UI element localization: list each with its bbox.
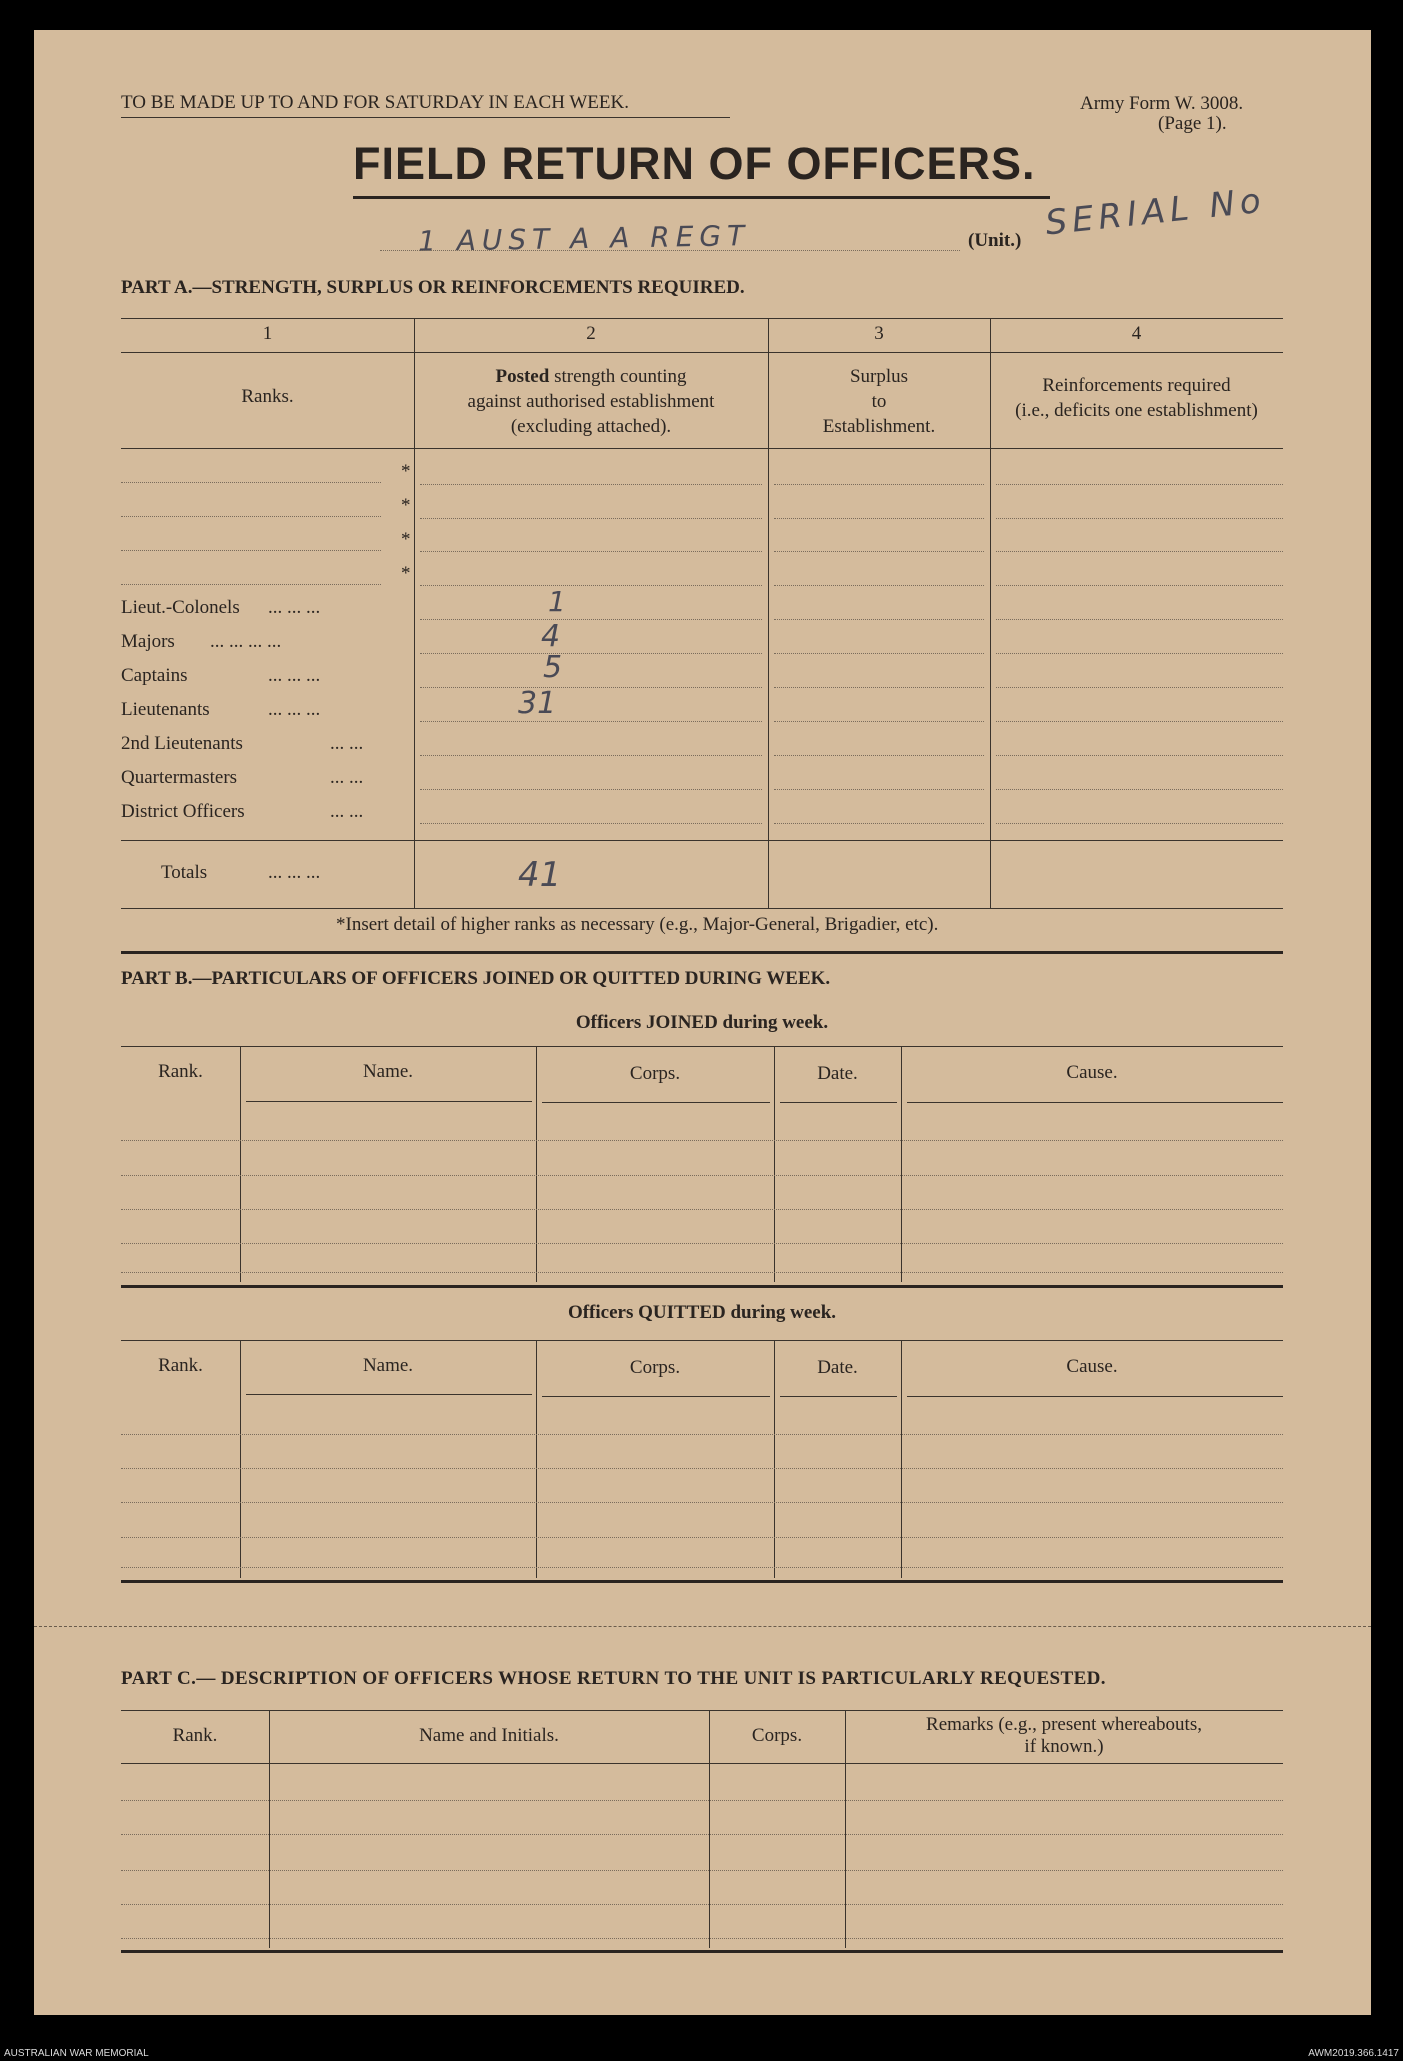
surplus-line2: to xyxy=(871,391,887,412)
asterisk-mark: * xyxy=(401,495,411,516)
part-c-col-corps: Corps. xyxy=(751,1725,803,1746)
row-rule xyxy=(996,484,1283,485)
part-c-end-rule xyxy=(121,1950,1283,1953)
row-rule xyxy=(996,687,1283,688)
posted-value: 31 xyxy=(518,686,557,721)
entry-line xyxy=(121,1870,1283,1871)
unit-label: (Unit.) xyxy=(968,230,1022,251)
col-number-3: 3 xyxy=(874,323,884,344)
serial-handwritten: SERIAL No xyxy=(1043,180,1268,244)
unit-line xyxy=(380,250,960,251)
joined-col-corps: Corps. xyxy=(629,1063,681,1084)
remarks-line2: if known.) xyxy=(1024,1736,1104,1757)
row-rule xyxy=(996,653,1283,654)
totals-rule xyxy=(121,840,1283,841)
rank-label: Quartermasters xyxy=(121,767,238,788)
rank-leader: ... ... xyxy=(330,801,364,822)
rank-leader: ... ... xyxy=(330,767,364,788)
posted-line1: strength counting xyxy=(549,366,687,387)
entry-line xyxy=(121,1468,1283,1469)
quitted-end-rule xyxy=(121,1580,1283,1583)
posted-line3: (excluding attached). xyxy=(510,416,672,437)
reinforcements-line1: Reinforcements required xyxy=(1042,375,1231,396)
entry-line xyxy=(121,1904,1283,1905)
part-c-heading: PART C.— DESCRIPTION OF OFFICERS WHOSE RETURN TO THE UNIT IS PARTICULARLY REQUESTED. xyxy=(121,1668,1106,1689)
rank-leader: ... ... ... xyxy=(268,597,321,618)
quitted-col-date: Date. xyxy=(817,1357,858,1378)
posted-value: 4 xyxy=(541,619,561,654)
part-c-col-rank: Rank. xyxy=(172,1725,218,1746)
rank-label: Captains xyxy=(121,665,188,686)
row-rule xyxy=(774,755,984,756)
row-rule xyxy=(774,687,984,688)
quitted-heading: Officers QUITTED during week. xyxy=(567,1302,837,1323)
header-rule xyxy=(246,1394,532,1395)
posted-value: 5 xyxy=(543,650,563,685)
rank-leader: ... ... ... xyxy=(268,699,321,720)
totals-leader: ... ... ... xyxy=(268,862,321,883)
joined-col-cause: Cause. xyxy=(1066,1062,1118,1083)
reinforcements-line2: (i.e., deficits one establishment) xyxy=(1015,400,1258,421)
instruction-underline xyxy=(121,117,730,118)
entry-line xyxy=(121,1175,1283,1176)
joined-top-rule xyxy=(121,1046,1283,1047)
blank-rank-line xyxy=(121,516,381,517)
part-c-col-remarks xyxy=(845,1714,1283,1758)
quitted-col-name: Name. xyxy=(362,1355,414,1376)
row-rule xyxy=(420,721,762,722)
part-a-header-rule xyxy=(121,448,1283,449)
part-a-top-rule xyxy=(121,318,1283,319)
entry-line xyxy=(121,1243,1283,1244)
asterisk-mark: * xyxy=(401,529,411,550)
joined-heading: Officers JOINED during week. xyxy=(575,1012,829,1033)
row-rule xyxy=(774,619,984,620)
header-rule xyxy=(121,1763,1283,1764)
asterisk-mark: * xyxy=(401,461,411,482)
archive-credit: AUSTRALIAN WAR MEMORIAL xyxy=(4,2048,149,2059)
blank-rank-line xyxy=(121,550,381,551)
row-rule xyxy=(996,789,1283,790)
rank-label: Majors xyxy=(121,631,175,652)
posted-line2: against authorised establishment xyxy=(467,391,715,412)
col-header-ranks: Ranks. xyxy=(241,386,294,407)
row-rule xyxy=(420,551,762,552)
part-a-number-rule xyxy=(121,352,1283,353)
quitted-col-corps: Corps. xyxy=(629,1357,681,1378)
row-rule xyxy=(996,518,1283,519)
surplus-line1: Surplus xyxy=(849,366,909,387)
row-rule xyxy=(996,585,1283,586)
surplus-line3: Establishment. xyxy=(822,416,936,437)
page-number: (Page 1). xyxy=(1158,113,1227,134)
posted-value: 1 xyxy=(548,585,566,618)
col-header-posted xyxy=(414,364,768,439)
rank-label: Lieutenants xyxy=(121,699,210,720)
header-rule xyxy=(542,1396,770,1397)
entry-line xyxy=(121,1502,1283,1503)
joined-end-rule xyxy=(121,1285,1283,1288)
entry-line xyxy=(121,1567,1283,1568)
row-rule xyxy=(774,789,984,790)
blank-rank-line xyxy=(121,482,381,483)
quitted-col-cause: Cause. xyxy=(1066,1356,1118,1377)
rank-label: Lieut.-Colonels xyxy=(121,597,240,618)
entry-line xyxy=(121,1272,1283,1273)
row-rule xyxy=(420,585,762,586)
perforation-line xyxy=(34,1626,1371,1627)
quitted-col-rank: Rank. xyxy=(158,1355,203,1376)
instruction-text: TO BE MADE UP TO AND FOR SATURDAY IN EACH WEEK. xyxy=(121,92,629,113)
entry-line xyxy=(121,1938,1283,1939)
entry-line xyxy=(121,1800,1283,1801)
entry-line xyxy=(121,1537,1283,1538)
row-rule xyxy=(774,823,984,824)
header-rule xyxy=(542,1102,770,1103)
row-rule xyxy=(774,484,984,485)
header-rule xyxy=(907,1102,1283,1103)
row-rule xyxy=(774,585,984,586)
joined-col-date: Date. xyxy=(817,1063,858,1084)
header-rule xyxy=(907,1396,1283,1397)
entry-line xyxy=(121,1209,1283,1210)
entry-line xyxy=(121,1434,1283,1435)
part-b-heading: PART B.—PARTICULARS OF OFFICERS JOINED OR QUITTED DURING WEEK. xyxy=(121,968,831,989)
row-rule xyxy=(420,653,762,654)
totals-label: Totals xyxy=(161,862,208,883)
row-rule xyxy=(996,551,1283,552)
row-rule xyxy=(774,653,984,654)
rank-leader: ... ... ... ... xyxy=(210,631,282,652)
rank-leader: ... ... ... xyxy=(268,665,321,686)
col-number-1: 1 xyxy=(262,323,273,344)
row-rule xyxy=(420,789,762,790)
form-number: Army Form W. 3008. xyxy=(1080,93,1244,114)
totals-value: 41 xyxy=(518,855,562,895)
row-rule xyxy=(996,721,1283,722)
row-rule xyxy=(420,823,762,824)
joined-col-name: Name. xyxy=(362,1061,414,1082)
page-title: FIELD RETURN OF OFFICERS. xyxy=(353,138,1036,189)
row-rule xyxy=(774,518,984,519)
title-underline xyxy=(353,196,1050,199)
rank-label: District Officers xyxy=(121,801,245,822)
header-rule xyxy=(780,1396,897,1397)
footnote: *Insert detail of higher ranks as necessary (e.g., Major-General, Brigadier, etc). xyxy=(336,914,939,935)
row-rule xyxy=(996,619,1283,620)
entry-line xyxy=(121,1140,1283,1141)
unit-handwritten: 1 AUST A A REGT xyxy=(417,219,751,258)
row-rule xyxy=(420,518,762,519)
part-a-bottom-rule xyxy=(121,908,1283,909)
part-a-end-rule xyxy=(121,951,1283,954)
row-rule xyxy=(420,619,762,620)
header-rule xyxy=(780,1102,897,1103)
entry-line xyxy=(121,1834,1283,1835)
header-rule xyxy=(246,1101,532,1102)
col-number-2: 2 xyxy=(586,323,596,344)
row-rule xyxy=(774,721,984,722)
blank-rank-line xyxy=(121,584,381,585)
rank-label: 2nd Lieutenants xyxy=(121,733,243,754)
row-rule xyxy=(420,484,762,485)
row-rule xyxy=(420,755,762,756)
part-a-heading: PART A.—STRENGTH, SURPLUS OR REINFORCEMENTS REQUIRED. xyxy=(121,277,745,298)
joined-col-rank: Rank. xyxy=(158,1061,203,1082)
col-number-4: 4 xyxy=(1131,323,1142,344)
col-header-surplus xyxy=(768,364,990,439)
row-rule xyxy=(420,687,762,688)
posted-bold: Posted xyxy=(495,366,550,387)
rank-leader: ... ... xyxy=(330,733,364,754)
part-c-col-name: Name and Initials. xyxy=(419,1725,559,1746)
archive-id: AWM2019.366.1417 xyxy=(1308,2048,1399,2059)
quitted-top-rule xyxy=(121,1340,1283,1341)
row-rule xyxy=(996,755,1283,756)
col-header-reinforcements xyxy=(990,373,1283,423)
asterisk-mark: * xyxy=(401,563,411,584)
part-c-top-rule xyxy=(121,1710,1283,1711)
row-rule xyxy=(774,551,984,552)
row-rule xyxy=(996,823,1283,824)
remarks-line1: Remarks (e.g., present whereabouts, xyxy=(926,1714,1202,1735)
